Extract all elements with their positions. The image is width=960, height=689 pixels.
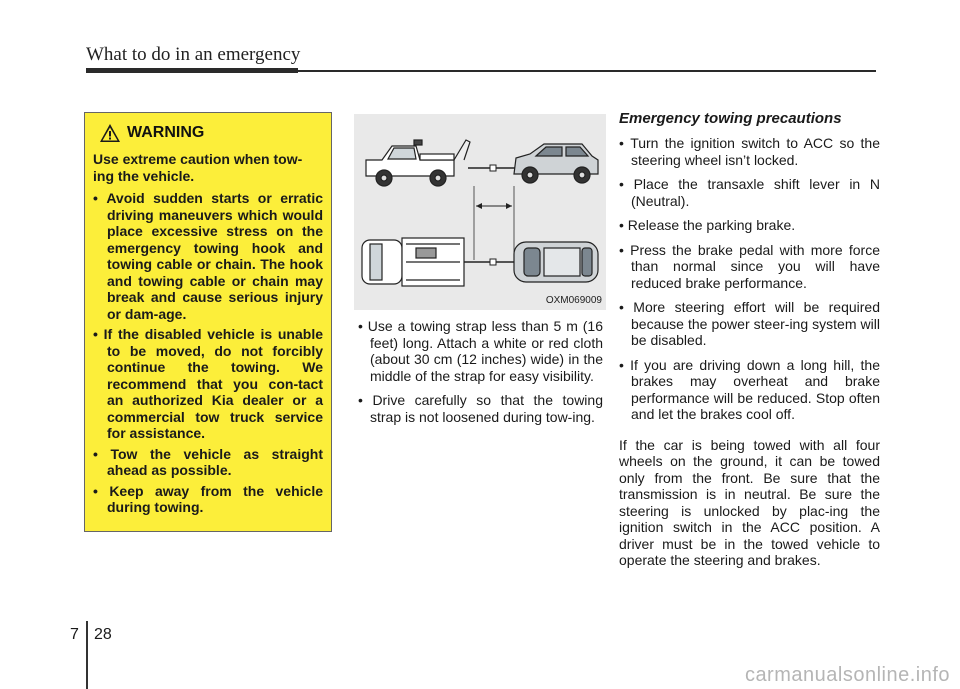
list-item: • Place the transaxle shift lever in N (Neutral).	[619, 176, 880, 209]
tow-truck-side-icon	[366, 140, 470, 186]
warning-box	[84, 112, 332, 532]
suv-top-icon	[514, 242, 598, 282]
warning-item: • Tow the vehicle as straight ahead as possible.	[93, 446, 323, 479]
list-item: • If you are driving down a long hill, the brakes may overheat and brake performance will be reduced. Stop often and let the brakes cool off.	[619, 357, 880, 423]
list-item: • Use a towing strap less than 5 m (16 feet) long. Attach a white or red cloth (about 30 cm (12 inches) wide) in the middle of the strap for easy visibility.	[358, 318, 603, 384]
towing-strap-list	[358, 318, 603, 433]
warning-intro: Use extreme caution when tow-ing the vehicle.	[93, 151, 303, 184]
towing-illustration	[354, 114, 606, 310]
chapter-number: 7	[70, 626, 79, 643]
tow-truck-top-icon	[362, 238, 464, 286]
figure-caption: OXM069009	[545, 295, 602, 306]
header-rule-thick	[86, 68, 298, 73]
precautions-section	[619, 110, 880, 583]
warning-header	[99, 123, 323, 143]
list-item: • More steering effort will be required because the power steer-ing system will be disabled.	[619, 299, 880, 349]
list-item: • Drive carefully so that the towing strap is not loosened during tow-ing.	[358, 392, 603, 425]
page-header-title: What to do in an emergency	[86, 44, 301, 65]
header-rule-thin	[296, 70, 876, 72]
footer-rule	[86, 621, 88, 689]
warning-triangle-icon	[99, 123, 121, 143]
list-item: • Turn the ignition switch to ACC so the steering wheel isn’t locked.	[619, 135, 880, 168]
suv-side-icon	[514, 144, 598, 183]
list-item: • Release the parking brake.	[619, 217, 880, 234]
warning-title: WARNING	[127, 124, 205, 141]
precautions-list	[619, 135, 880, 423]
watermark-link[interactable]: carmanualsonline.info	[744, 664, 950, 686]
warning-item: • Avoid sudden starts or erratic driving maneuvers which would place excessive stress on the emergency towing hook and towing cable or chain. The hook and towing cable or chain may break and cause serious injury or dam-age.	[93, 190, 323, 322]
warning-item: • If the disabled vehicle is unable to be moved, do not forcibly continue the towing. We recommend that you con-tact an authorized Kia dealer or a commercial tow truck service for assistance.	[93, 326, 323, 442]
page-number: 28	[94, 626, 112, 643]
warning-item: • Keep away from the vehicle during towing.	[93, 483, 323, 516]
list-item: • Press the brake pedal with more force than normal since you will have reduced brake performance.	[619, 242, 880, 292]
section-title: Emergency towing precautions	[619, 110, 842, 127]
towing-paragraph: If the car is being towed with all four wheels on the ground, it can be towed only from the front. Be sure that the transmission is in neutral. Be sure the steering is unlocked by plac-ing the ignition switch in the ACC position. A driver must be in the towed vehicle to operate the steering and brakes.	[619, 436, 880, 568]
warning-list	[93, 190, 323, 516]
towing-diagram-image	[354, 114, 606, 310]
